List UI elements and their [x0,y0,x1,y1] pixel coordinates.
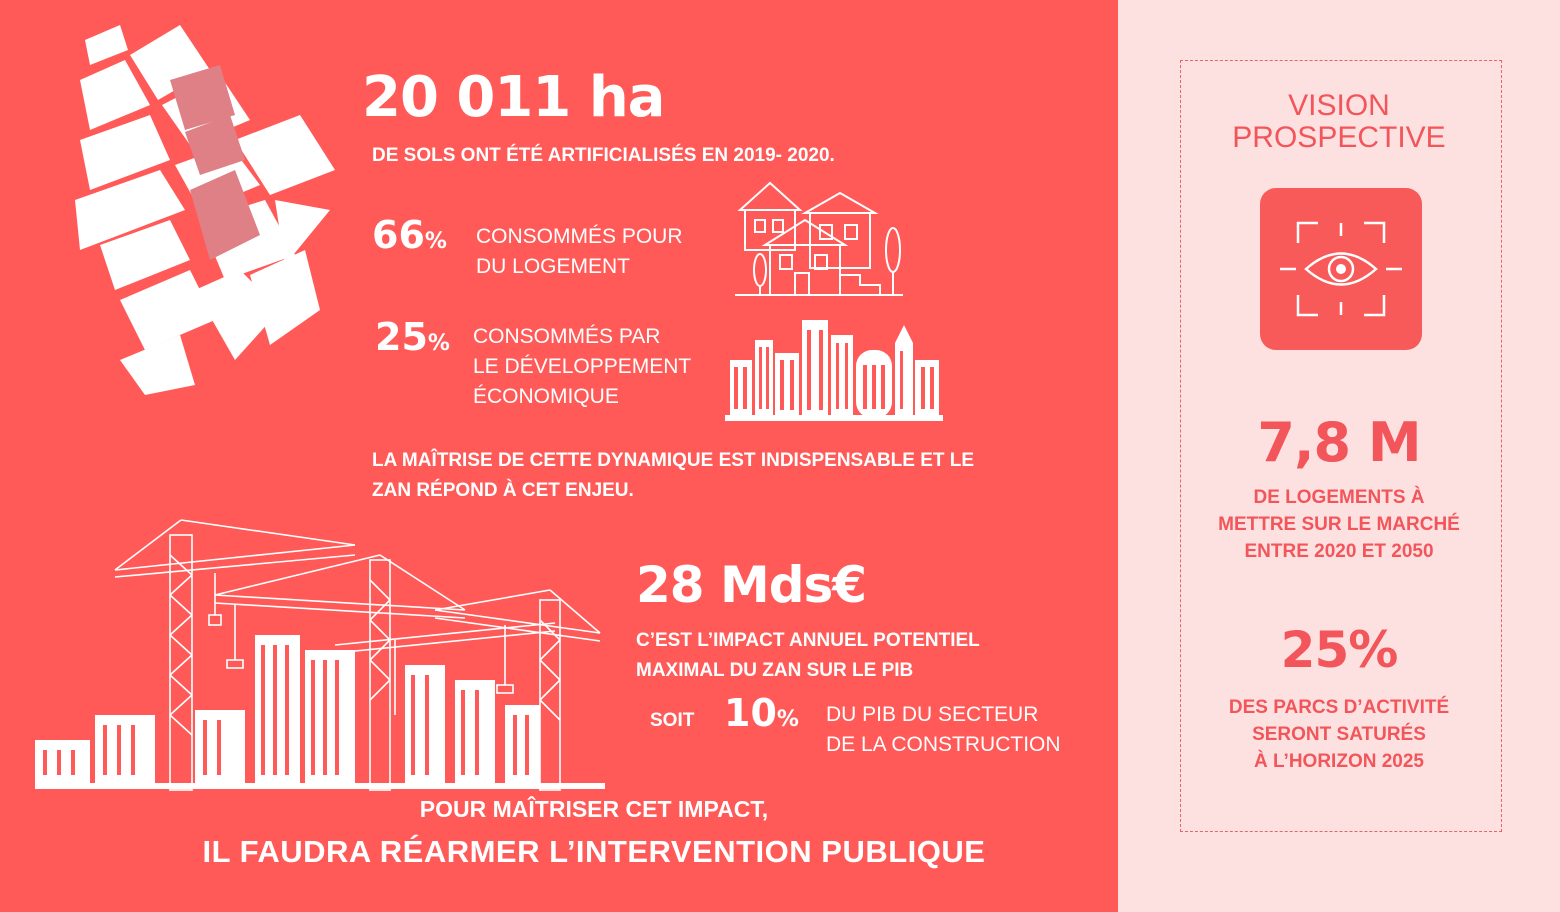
economic-percent [375,316,450,358]
sidebar-stat2-line2: SERONT SATURÉS [1252,724,1426,745]
sidebar-stat2-line3: À L’HORIZON 2025 [1254,751,1424,772]
construction-description [826,700,1086,760]
stat-impact-description [636,626,1076,686]
footer-line2: IL FAUDRA RÉARMER L’INTERVENTION PUBLIQUE [202,834,986,869]
stat-artificialised-area: 20 011 ha [362,65,665,130]
sidebar-title [1118,90,1560,154]
soit-label: SOIT [650,710,695,731]
sidebar-stat2-description [1118,694,1560,775]
sidebar-stat1-line2: METTRE SUR LE MARCHÉ [1218,514,1460,535]
stat-impact-value: 28 Mds€ [636,556,867,614]
sidebar-stat1-description [1118,484,1560,565]
economic-description-line2: LE DÉVELOPPEMENT [473,355,692,378]
economic-description-line3: ÉCONOMIQUE [473,385,619,408]
housing-percent [372,214,447,256]
construction-percent-value: 10 [724,691,777,735]
economic-description-line1: CONSOMMÉS PAR [473,325,661,348]
sidebar-title-line2: PROSPECTIVE [1232,121,1446,154]
construction-cranes-illustration [35,515,605,795]
eye-icon [1260,188,1422,350]
stat-impact-line1: C’EST L’IMPACT ANNUEL POTENTIEL [636,630,980,651]
construction-percent-symbol: % [776,707,799,732]
housing-percent-value: 66 [372,213,425,257]
sidebar-title-line1: VISION [1288,89,1390,122]
stat-impact-line2: MAXIMAL DU ZAN SUR LE PIB [636,660,914,681]
sidebar-stat2-line1: DES PARCS D’ACTIVITÉ [1228,697,1450,718]
housing-description-line2: DU LOGEMENT [476,255,631,278]
eye-icon-tile [1260,188,1422,350]
parcel-map-illustration [60,20,340,400]
construction-percent [724,692,799,734]
housing-percent-symbol: % [424,229,447,254]
houses-illustration [735,175,905,300]
housing-description [476,222,716,282]
economic-percent-symbol: % [427,331,450,356]
sidebar-stat2-value: 25% [1280,621,1398,679]
construction-description-line1: DU PIB DU SECTEUR [826,703,1039,726]
skyline-illustration [725,315,945,423]
conclusion-line2: ZAN RÉPOND À CET ENJEU. [372,480,634,501]
stat-artificialised-description: DE SOLS ONT ÉTÉ ARTIFICIALISÉS EN 2019- 2020. [372,145,835,166]
sidebar-stat1-line1: DE LOGEMENTS À [1253,487,1425,508]
conclusion-text [372,446,1072,506]
conclusion-line1: LA MAÎTRISE DE CETTE DYNAMIQUE EST INDISPENSABLE ET LE [372,450,975,471]
housing-description-line1: CONSOMMÉS POUR [476,225,683,248]
footer-line1: POUR MAÎTRISER CET IMPACT, [419,796,769,822]
economic-percent-value: 25 [375,315,428,359]
sidebar-stat1-line3: ENTRE 2020 ET 2050 [1244,541,1434,562]
economic-description [473,322,713,412]
sidebar-stat1-value: 7,8 M [1257,411,1421,474]
construction-description-line2: DE LA CONSTRUCTION [826,733,1061,756]
